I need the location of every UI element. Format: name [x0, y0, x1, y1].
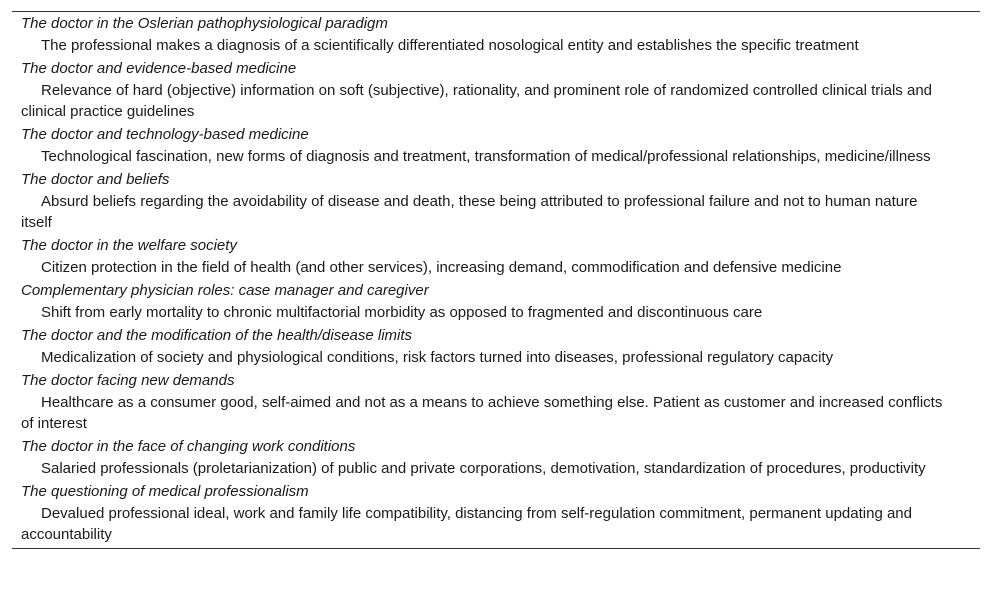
professional-roles-table [12, 11, 980, 549]
table-row [12, 12, 980, 58]
row-title: The doctor in the welfare society [21, 237, 237, 254]
row-title: Complementary physician roles: case manager and caregiver [21, 282, 429, 299]
row-title: The doctor and evidence-based medicine [21, 60, 297, 77]
row-description: Absurd beliefs regarding the avoidability of disease and death, these being attributed to professional failure and not to human nature itself [21, 193, 918, 231]
row-description: Technological fascination, new forms of diagnosis and treatment, transformation of medical/professional relationships, medicine/illness [41, 148, 931, 165]
table-row [12, 325, 980, 370]
row-description: Shift from early mortality to chronic multifactorial morbidity as opposed to fragmented and discontinuous care [41, 304, 763, 321]
table-row [12, 58, 980, 124]
table-row [12, 169, 980, 235]
row-title: The doctor in the Oslerian pathophysiological paradigm [21, 15, 388, 32]
table-row [12, 370, 980, 436]
row-title: The doctor and beliefs [21, 171, 170, 188]
row-description: Medicalization of society and physiological conditions, risk factors turned into diseases, professional regulatory capacity [41, 349, 834, 366]
table-row [12, 436, 980, 481]
row-description: Devalued professional ideal, work and family life compatibility, distancing from self-regulation commitment, permanent updating and accountability [21, 505, 912, 543]
row-description: The professional makes a diagnosis of a scientifically differentiated nosological entity and establishes the specific treatment [41, 37, 859, 54]
row-description: Relevance of hard (objective) information on soft (subjective), rationality, and prominent role of randomized controlled clinical trials and clinical practice guidelines [21, 82, 932, 120]
row-title: The doctor and technology-based medicine [21, 126, 309, 143]
row-title: The doctor in the face of changing work conditions [21, 438, 356, 455]
table-row [12, 235, 980, 280]
row-description: Healthcare as a consumer good, self-aimed and not as a means to achieve something else. Patient as customer and increased conflicts of interest [21, 394, 943, 432]
row-description: Salaried professionals (proletarianization) of public and private corporations, demotivation, standardization of procedures, productivity [41, 460, 926, 477]
row-title: The doctor and the modification of the health/disease limits [21, 327, 413, 344]
table-row [12, 280, 980, 325]
table-row [12, 481, 980, 548]
row-title: The doctor facing new demands [21, 372, 235, 389]
table-row [12, 124, 980, 169]
row-description: Citizen protection in the field of health (and other services), increasing demand, commodification and defensive medicine [41, 259, 842, 276]
row-title: The questioning of medical professionalism [21, 483, 309, 500]
